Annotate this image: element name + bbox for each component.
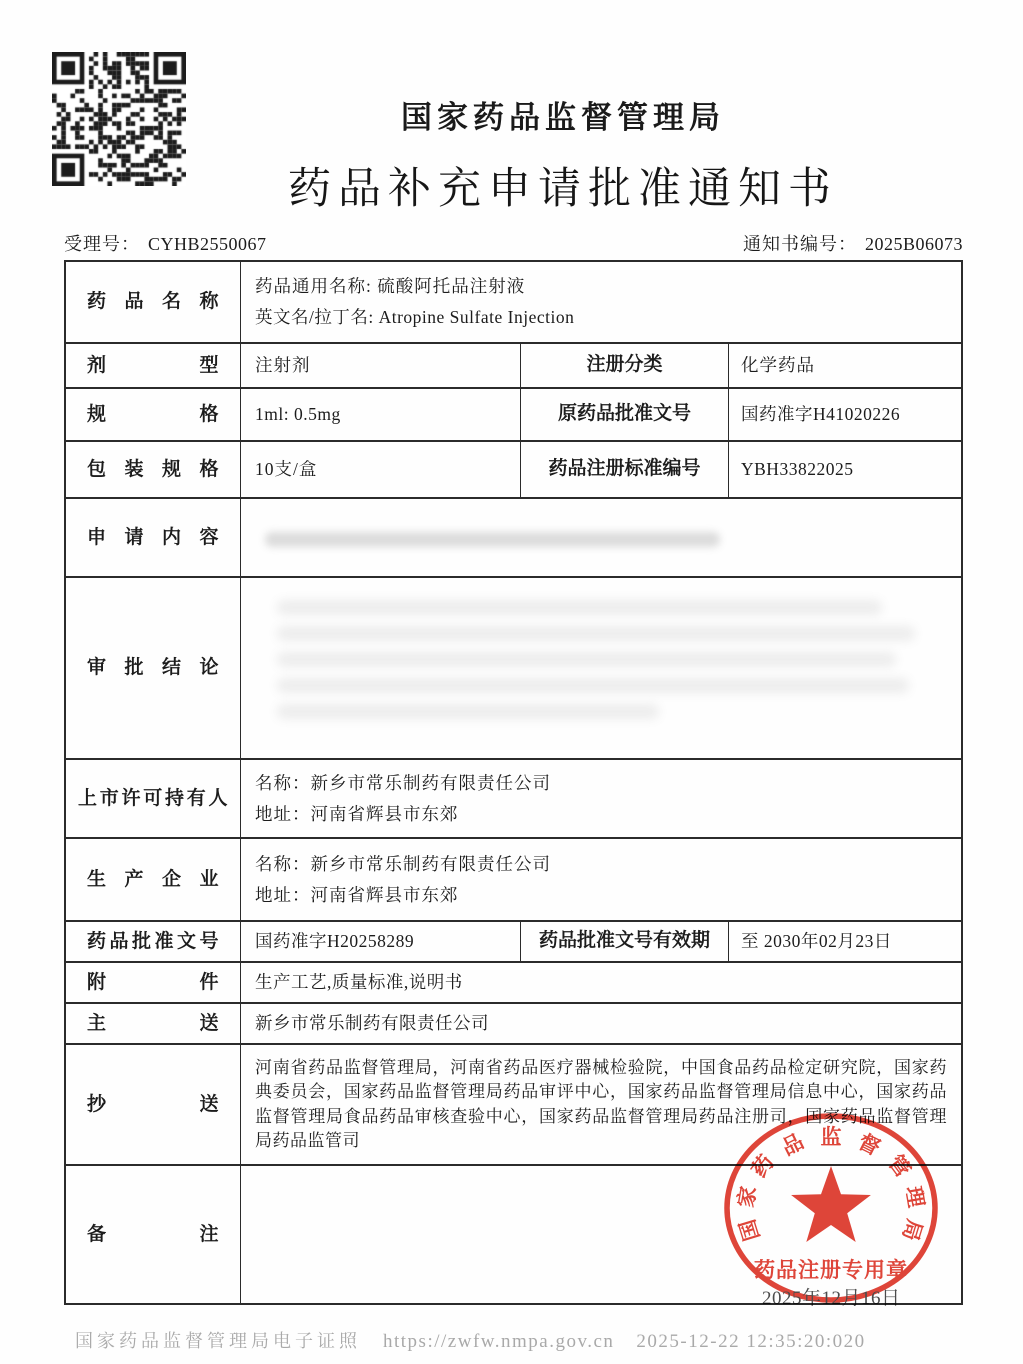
remarks-label: 备注	[87, 1223, 219, 1245]
acceptance-number	[64, 230, 267, 256]
manufacturer-name-line: 名称：新乡市常乐制药有限责任公司	[255, 853, 551, 874]
footer	[75, 1327, 866, 1353]
specification-label: 规格	[87, 403, 219, 425]
remarks-label-cell	[66, 1166, 241, 1303]
main-recipient-label-cell	[66, 1004, 241, 1043]
holder-name-line: 名称：新乡市常乐制药有限责任公司	[255, 772, 551, 793]
svg-text:监: 监	[820, 1126, 842, 1149]
svg-text:品: 品	[778, 1130, 808, 1161]
application-content-label-cell	[66, 499, 241, 576]
seal-date: 2025年12月16日	[762, 1288, 901, 1309]
redacted-content-block	[251, 586, 951, 719]
license-holder-value-cell	[241, 760, 961, 837]
package-spec-label-cell	[66, 442, 241, 497]
approval-number-value-cell	[241, 922, 520, 961]
svg-text:管: 管	[883, 1151, 915, 1182]
package-spec-value-cell	[241, 442, 520, 497]
cc-recipients-label: 抄送	[87, 1093, 219, 1115]
cc-recipients-value: 河南省药品监督管理局，河南省药品医疗器械检验院，中国食品药品检定研究院，国家药典委员会，国家药品监督管理局药品审评中心，国家药品监督管理局信息中心，国家药品监督管理局食品药品审核查验中心，国家药品监督管理局药品注册司，国家药品监督管理局药品监管司	[255, 1057, 947, 1150]
main-recipient-value: 新乡市常乐制药有限责任公司	[255, 1013, 489, 1033]
footer-url: https://zwfw.nmpa.gov.cn	[383, 1331, 615, 1352]
svg-text:督: 督	[854, 1130, 884, 1161]
drug-name-value-cell	[241, 262, 961, 342]
specification-label-cell	[66, 389, 241, 440]
dosage-form-value: 注射剂	[255, 355, 311, 375]
specification-value: 1ml: 0.5mg	[255, 404, 341, 424]
table-row-approval-number	[66, 922, 961, 963]
svg-text:局: 局	[897, 1216, 926, 1244]
approval-conclusion-label-cell	[66, 578, 241, 758]
table-row-package-spec	[66, 442, 961, 499]
table-row-drug-name	[66, 262, 961, 344]
approval-number-label: 药品批准文号	[87, 930, 219, 952]
registration-class-value: 化学药品	[741, 355, 815, 375]
table-row-specification	[66, 389, 961, 442]
drug-name-label: 药品名称	[87, 291, 219, 313]
manufacturer-value-cell	[241, 839, 961, 920]
svg-text:家: 家	[734, 1184, 761, 1210]
approval-number-value: 国药准字H20258289	[255, 931, 415, 951]
registration-standard-label: 药品注册标准编号	[548, 458, 701, 480]
registration-class-label: 注册分类	[586, 354, 663, 376]
footer-cert-label: 国家药品监督管理局电子证照	[75, 1331, 361, 1351]
attachments-value: 生产工艺,质量标准,说明书	[255, 972, 463, 992]
generic-name-line: 药品通用名称: 硫酸阿托品注射液	[255, 276, 526, 296]
notice-number-label: 通知书编号：	[742, 234, 857, 254]
approval-validity-label-cell	[520, 922, 729, 961]
redacted-content-line	[265, 532, 720, 547]
package-spec-label: 包装规格	[87, 458, 219, 480]
original-approval-no-label: 原药品批准文号	[557, 403, 691, 425]
page-title: 药品补充申请批准通知书	[288, 166, 838, 213]
attachments-value-cell	[241, 963, 961, 1002]
seal-star-icon	[791, 1166, 871, 1242]
manufacturer-address-line: 地址：河南省辉县市东郊	[255, 884, 459, 905]
application-content-value-cell	[241, 499, 961, 576]
notice-number-value: 2025B06073	[864, 234, 963, 254]
drug-name-label-cell	[66, 262, 241, 342]
registration-standard-value: YBH33822025	[741, 459, 854, 479]
redacted-line	[277, 600, 882, 615]
seal-caption: 药品注册专用章	[754, 1259, 908, 1282]
registration-standard-label-cell	[520, 442, 729, 497]
package-spec-value: 10支/盒	[255, 459, 318, 479]
approval-conclusion-value-cell	[241, 578, 961, 758]
table-row-attachments	[66, 963, 961, 1004]
official-seal	[720, 1108, 942, 1322]
notice-number	[743, 230, 963, 256]
redacted-line	[277, 704, 659, 719]
table-row-dosage-form	[66, 344, 961, 389]
license-holder-label: 上市许可持有人	[78, 787, 228, 809]
specification-value-cell	[241, 389, 520, 440]
agency-name: 国家药品监督管理局	[401, 100, 725, 135]
dosage-form-value-cell	[241, 344, 520, 387]
meta-line	[64, 230, 963, 256]
registration-class-label-cell	[520, 344, 729, 387]
table-row-application-content	[66, 499, 961, 578]
svg-text:药: 药	[747, 1151, 779, 1182]
approval-conclusion-label: 审批结论	[87, 657, 219, 679]
english-name-line: 英文名/拉丁名: Atropine Sulfate Injection	[255, 307, 575, 327]
holder-address-line: 地址：河南省辉县市东郊	[255, 803, 459, 824]
attachments-label: 附件	[87, 971, 219, 993]
manufacturer-label-cell	[66, 839, 241, 920]
approval-validity-value-cell	[729, 922, 961, 961]
cc-recipients-label-cell	[66, 1045, 241, 1164]
acceptance-number-value: CYHB2550067	[148, 234, 267, 254]
footer-timestamp: 2025-12-22 12:35:20:020	[636, 1331, 866, 1352]
approval-number-label-cell	[66, 922, 241, 961]
registration-standard-value-cell	[729, 442, 961, 497]
table-row-manufacturer	[66, 839, 961, 922]
svg-text:理: 理	[901, 1184, 928, 1210]
manufacturer-label: 生产企业	[87, 868, 219, 890]
registration-class-value-cell	[729, 344, 961, 387]
redacted-line	[277, 652, 896, 667]
table-row-approval-conclusion	[66, 578, 961, 760]
original-approval-no-value: 国药准字H41020226	[741, 404, 901, 424]
original-approval-no-label-cell	[520, 389, 729, 440]
redacted-line	[277, 678, 909, 693]
dosage-form-label-cell	[66, 344, 241, 387]
approval-validity-value: 至 2030年02月23日	[741, 931, 892, 951]
redacted-line	[277, 626, 915, 641]
table-row-license-holder	[66, 760, 961, 839]
acceptance-number-label: 受理号：	[64, 234, 140, 254]
original-approval-no-value-cell	[729, 389, 961, 440]
main-recipient-label: 主送	[87, 1012, 219, 1034]
document-header	[103, 92, 1023, 216]
table-row-main-recipient	[66, 1004, 961, 1045]
svg-text:国: 国	[736, 1216, 765, 1244]
approval-validity-label: 药品批准文号有效期	[538, 930, 710, 952]
attachments-label-cell	[66, 963, 241, 1002]
license-holder-label-cell	[66, 760, 241, 837]
main-recipient-value-cell	[241, 1004, 961, 1043]
application-content-label: 申请内容	[87, 526, 219, 548]
dosage-form-label: 剂型	[87, 354, 219, 376]
